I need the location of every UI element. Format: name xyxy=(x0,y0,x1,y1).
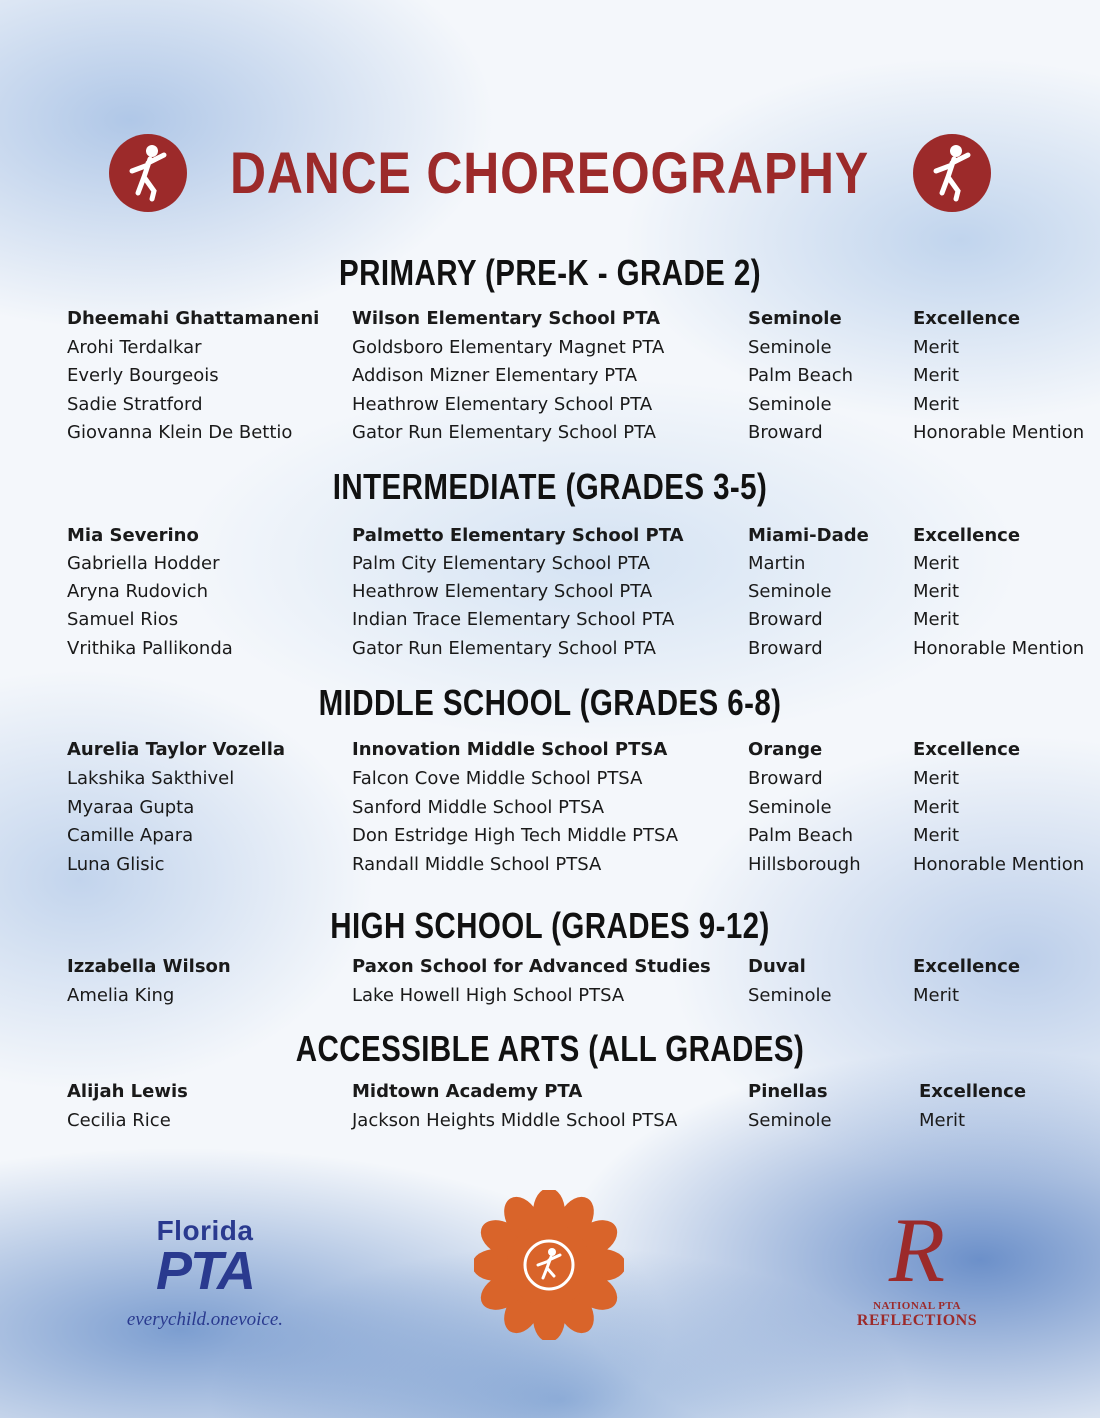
school-name: Falcon Cove Middle School PTSA xyxy=(352,768,643,789)
county: Orange xyxy=(748,739,823,760)
section-heading-intermediate: INTERMEDIATE (GRADES 3-5) xyxy=(332,466,768,507)
school-name: Indian Trace Elementary School PTA xyxy=(352,609,675,630)
table-row xyxy=(0,953,1100,981)
award: Merit xyxy=(913,825,960,846)
county: Broward xyxy=(748,609,823,630)
section-heading-middle-school: MIDDLE SCHOOL (GRADES 6-8) xyxy=(318,682,782,723)
section-heading-accessible-arts: ACCESSIBLE ARTS (ALL GRADES) xyxy=(295,1028,805,1069)
student-name: Izzabella Wilson xyxy=(67,956,231,977)
award: Merit xyxy=(913,581,960,602)
reflections-logo xyxy=(852,1200,982,1360)
school-name: Midtown Academy PTA xyxy=(352,1081,583,1102)
student-name: Lakshika Sakthivel xyxy=(67,768,235,789)
table-row xyxy=(0,1078,1100,1106)
table-row xyxy=(0,334,1100,362)
school-name: Palmetto Elementary School PTA xyxy=(352,525,684,546)
table-row xyxy=(0,851,1100,879)
award: Merit xyxy=(913,985,960,1006)
student-name: Gabriella Hodder xyxy=(67,553,220,574)
student-name: Dheemahi Ghattamaneni xyxy=(67,308,320,329)
table-row xyxy=(0,362,1100,390)
table-row xyxy=(0,419,1100,447)
school-name: Gator Run Elementary School PTA xyxy=(352,638,656,659)
award: Honorable Mention xyxy=(913,638,1085,659)
county: Broward xyxy=(748,422,823,443)
county: Pinellas xyxy=(748,1081,828,1102)
school-name: Addison Mizner Elementary PTA xyxy=(352,365,638,386)
school-name: Lake Howell High School PTSA xyxy=(352,985,625,1006)
county: Seminole xyxy=(748,394,832,415)
school-name: Don Estridge High Tech Middle PTSA xyxy=(352,825,679,846)
county: Seminole xyxy=(748,581,832,602)
award: Merit xyxy=(913,553,960,574)
student-name: Arohi Terdalkar xyxy=(67,337,202,358)
florida-pta-logo-main: PTA xyxy=(156,1241,254,1301)
student-name: Sadie Stratford xyxy=(67,394,203,415)
section-heading-high-school: HIGH SCHOOL (GRADES 9-12) xyxy=(330,905,770,946)
school-name: Goldsboro Elementary Magnet PTA xyxy=(352,337,665,358)
student-name: Myaraa Gupta xyxy=(67,797,195,818)
award: Merit xyxy=(913,394,960,415)
student-name: Giovanna Klein De Bettio xyxy=(67,422,293,443)
reflections-logo-letter: R xyxy=(888,1199,946,1301)
county: Seminole xyxy=(748,308,842,329)
table-row xyxy=(0,635,1100,663)
county: Palm Beach xyxy=(748,825,854,846)
award: Merit xyxy=(919,1110,966,1131)
school-name: Randall Middle School PTSA xyxy=(352,854,602,875)
award: Excellence xyxy=(913,739,1021,760)
student-name: Samuel Rios xyxy=(67,609,179,630)
student-name: Vrithika Pallikonda xyxy=(67,638,233,659)
award: Excellence xyxy=(913,525,1021,546)
student-name: Mia Severino xyxy=(67,525,199,546)
award: Excellence xyxy=(919,1081,1027,1102)
florida-pta-logo-top: Florida xyxy=(156,1215,254,1246)
award: Merit xyxy=(913,337,960,358)
county: Martin xyxy=(748,553,806,574)
table-row xyxy=(0,522,1100,550)
award: Honorable Mention xyxy=(913,854,1085,875)
county: Seminole xyxy=(748,337,832,358)
table-row xyxy=(0,794,1100,822)
table-row xyxy=(0,982,1100,1010)
county: Palm Beach xyxy=(748,365,854,386)
reflections-logo-line1: NATIONAL PTA xyxy=(873,1300,961,1312)
award: Excellence xyxy=(913,956,1021,977)
table-row xyxy=(0,736,1100,764)
award: Merit xyxy=(913,609,960,630)
county: Seminole xyxy=(748,985,832,1006)
student-name: Luna Glisic xyxy=(67,854,165,875)
award: Honorable Mention xyxy=(913,422,1085,443)
school-name: Palm City Elementary School PTA xyxy=(352,553,650,574)
table-row xyxy=(0,391,1100,419)
table-row xyxy=(0,765,1100,793)
student-name: Amelia King xyxy=(67,985,175,1006)
table-row xyxy=(0,606,1100,634)
table-row xyxy=(0,822,1100,850)
county: Hillsborough xyxy=(748,854,861,875)
student-name: Aryna Rudovich xyxy=(67,581,209,602)
student-name: Alijah Lewis xyxy=(67,1081,188,1102)
flower-dancer-icon xyxy=(474,1190,624,1340)
table-row xyxy=(0,305,1100,333)
student-name: Aurelia Taylor Vozella xyxy=(67,739,286,760)
school-name: Sanford Middle School PTSA xyxy=(352,797,605,818)
county: Duval xyxy=(748,956,806,977)
school-name: Heathrow Elementary School PTA xyxy=(352,581,653,602)
dancer-icon xyxy=(912,133,992,213)
award: Excellence xyxy=(913,308,1021,329)
award: Merit xyxy=(913,365,960,386)
award: Merit xyxy=(913,797,960,818)
section-heading-primary: PRIMARY (PRE-K - GRADE 2) xyxy=(339,252,761,293)
school-name: Wilson Elementary School PTA xyxy=(352,308,661,329)
school-name: Heathrow Elementary School PTA xyxy=(352,394,653,415)
student-name: Camille Apara xyxy=(67,825,194,846)
student-name: Cecilia Rice xyxy=(67,1110,171,1131)
florida-pta-logo xyxy=(95,1215,315,1345)
page-title: DANCE CHOREOGRAPHY xyxy=(230,140,870,206)
county: Broward xyxy=(748,768,823,789)
reflections-logo-line2: REFLECTIONS xyxy=(856,1312,978,1329)
table-row xyxy=(0,1107,1100,1135)
table-row xyxy=(0,578,1100,606)
page-header xyxy=(0,133,1100,213)
school-name: Paxon School for Advanced Studies xyxy=(352,956,711,977)
county: Miami-Dade xyxy=(748,525,869,546)
school-name: Jackson Heights Middle School PTSA xyxy=(352,1110,678,1131)
county: Seminole xyxy=(748,797,832,818)
florida-pta-tagline: everychild.onevoice. xyxy=(126,1309,284,1330)
dancer-icon xyxy=(108,133,188,213)
county: Seminole xyxy=(748,1110,832,1131)
student-name: Everly Bourgeois xyxy=(67,365,219,386)
school-name: Gator Run Elementary School PTA xyxy=(352,422,656,443)
school-name: Innovation Middle School PTSA xyxy=(352,739,668,760)
award: Merit xyxy=(913,768,960,789)
county: Broward xyxy=(748,638,823,659)
table-row xyxy=(0,550,1100,578)
